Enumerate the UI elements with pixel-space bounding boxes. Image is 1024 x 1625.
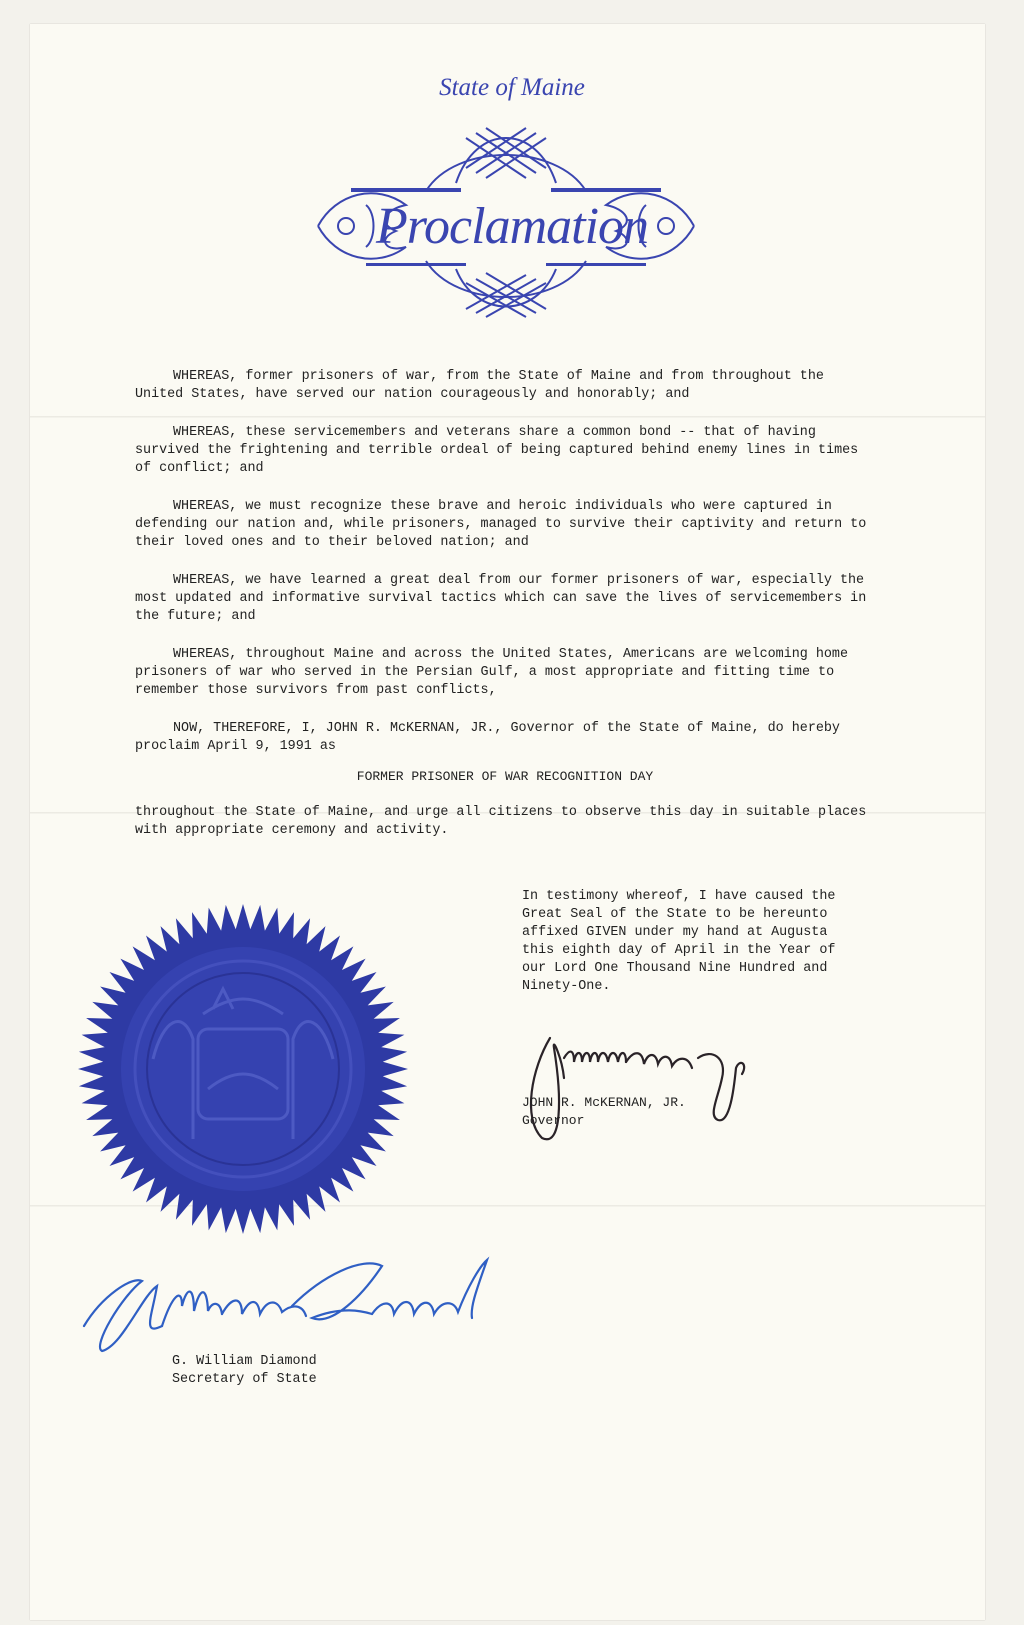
governor-name: JOHN R. McKERNAN, JR. [522,1095,686,1110]
proclamation-title: Proclamation [375,198,649,255]
state-title: State of Maine [439,74,585,101]
secretary-signature [82,1256,502,1356]
now-therefore-paragraph: NOW, THEREFORE, I, JOHN R. McKERNAN, JR., Governor of the State of Maine, do hereby proclaim April 9, 1991 as [135,721,849,754]
whereas-paragraph: WHEREAS, former prisoners of war, from the State of Maine and from throughout the United States, have served our nation courageously and honorably; and [135,369,832,402]
secretary-block [172,1353,317,1389]
whereas-paragraph: WHEREAS, throughout Maine and across the United States, Americans are welcoming home prisoners of war who served in the Persian Gulf, a most appropriate and fitting time to remember those survivors from past conflicts, [135,647,857,698]
great-seal [73,899,413,1239]
recognition-day-name: FORMER PRISONER OF WAR RECOGNITION DAY [356,769,654,784]
whereas-paragraph: WHEREAS, we have learned a great deal from our former prisoners of war, especially the most updated and informative survival tactics which can save the lives of servicemembers in the future; and [135,573,875,624]
governor-signature [522,1028,762,1148]
closing-paragraph: throughout the State of Maine, and urge all citizens to observe this day in suitable places with appropriate ceremony and activity. [135,805,875,838]
whereas-paragraph: WHEREAS, we must recognize these brave and heroic individuals who were captured in defending our nation and, while prisoners, managed to survive their captivity and return to their loved ones and to their beloved nation; and [135,499,875,550]
secretary-name: G. William Diamond [172,1354,317,1369]
testimony-clause: In testimony whereof, I have caused the Great Seal of the State to be hereunto affixed GIVEN under my hand at Augusta this eighth day of April in the Year of our Lord One Thousand Nine Hundred and Ninety-One. [522,889,836,994]
proclamation-body [135,368,875,860]
governor-block [522,1094,686,1130]
whereas-paragraph: WHEREAS, these servicemembers and veterans share a common bond -- that of having survived the frightening and terrible ordeal of being captured behind enemy lines in times of conflict; and [135,425,867,476]
secretary-title: Secretary of State [172,1372,317,1387]
governor-title: Governor [522,1113,585,1128]
